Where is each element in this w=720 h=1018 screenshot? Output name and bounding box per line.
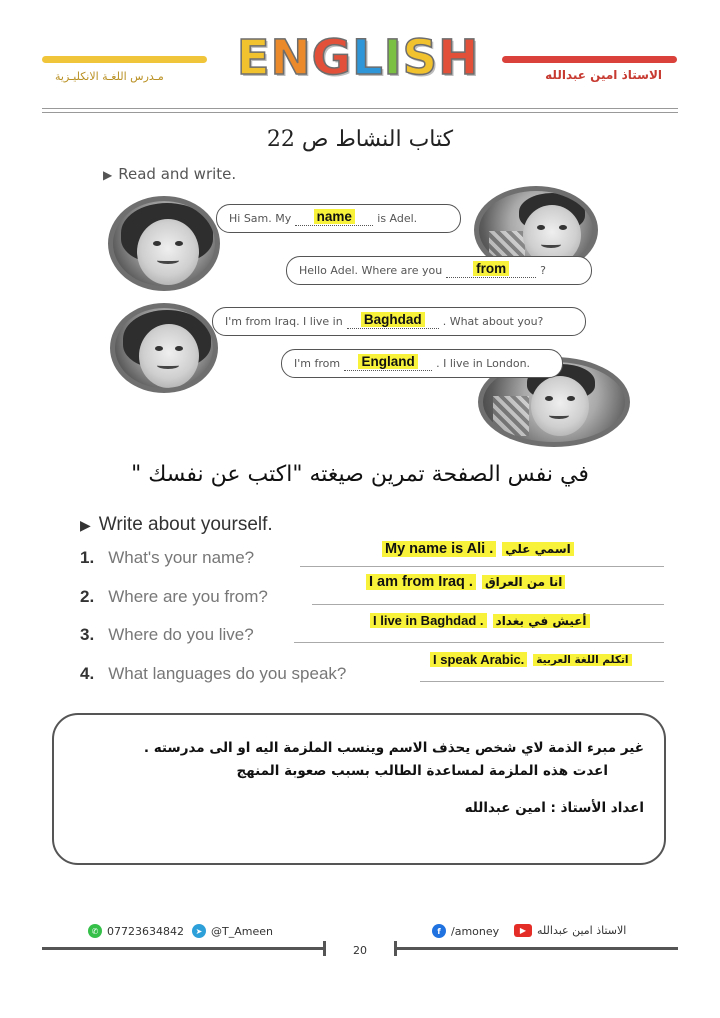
girl-photo-top bbox=[108, 196, 220, 291]
footer-youtube: ▶ الاستاذ امين عبدالله bbox=[514, 924, 626, 937]
speech-bubble: Hello Adel. Where are you from ? bbox=[286, 256, 592, 285]
header-right-bar bbox=[502, 56, 677, 63]
logo-letter: L bbox=[352, 30, 384, 86]
logo-letter: E bbox=[236, 30, 271, 86]
youtube-icon: ▶ bbox=[514, 924, 532, 937]
filled-answer: England bbox=[358, 354, 417, 369]
logo-letter: G bbox=[311, 30, 353, 86]
question-1: 1. What's your name? bbox=[80, 548, 255, 567]
answer-3: I live in Baghdad . أعيش في بغداد bbox=[370, 613, 590, 628]
prepared-by: اعداد الأستاذ : امين عبدالله bbox=[464, 800, 644, 816]
footer-tick bbox=[323, 941, 326, 956]
triangle-bullet-icon: ▶ bbox=[80, 517, 91, 533]
telegram-icon: ➤ bbox=[192, 924, 206, 938]
answer-line bbox=[300, 566, 664, 567]
read-write-heading bbox=[103, 165, 236, 183]
footer-telegram: ➤ @T_Ameen bbox=[192, 924, 273, 938]
header-teacher-name: الاستاذ امين عبدالله bbox=[545, 68, 662, 82]
filled-answer: from bbox=[473, 261, 509, 276]
triangle-bullet-icon: ▶ bbox=[103, 168, 113, 182]
activity-book-title: كتاب النشاط ص 22 bbox=[266, 127, 454, 152]
english-logo bbox=[218, 30, 498, 86]
answer-line bbox=[312, 604, 664, 605]
logo-letter: I bbox=[383, 30, 403, 86]
answer-1: My name is Ali . اسمي علي bbox=[382, 541, 574, 557]
answer-2: I am from Iraq . انا من العراق bbox=[366, 574, 565, 590]
page-number: 20 bbox=[353, 944, 367, 957]
answer-line bbox=[420, 681, 664, 682]
filled-answer: Baghdad bbox=[361, 312, 425, 327]
question-3: 3. Where do you live? bbox=[80, 625, 254, 644]
logo-letter: S bbox=[402, 30, 439, 86]
question-4: 4. What languages do you speak? bbox=[80, 664, 347, 683]
facebook-icon: f bbox=[432, 924, 446, 938]
footer-line-left bbox=[42, 947, 326, 950]
filled-answer: name bbox=[314, 209, 355, 224]
disclaimer-line: اعدت هذه الملزمة لمساعدة الطالب بسبب صعوبة المنهج bbox=[236, 763, 608, 779]
whatsapp-icon: ✆ bbox=[88, 924, 102, 938]
header-teacher-subject: مـدرس اللغـة الانكليـزية bbox=[55, 70, 164, 83]
speech-bubble: I'm from England . I live in London. bbox=[281, 349, 563, 378]
logo-letter: N bbox=[270, 30, 312, 86]
header-divider bbox=[42, 108, 678, 109]
arabic-instruction: في نفس الصفحة تمرين صيغته "اكتب عن نفسك " bbox=[131, 462, 589, 487]
header-divider bbox=[42, 112, 678, 113]
speech-bubble: Hi Sam. My name is Adel. bbox=[216, 204, 461, 233]
answer-4: I speak Arabic. اتكلم اللغة العربية bbox=[430, 652, 632, 667]
disclaimer-line: غير مبرء الذمة لاي شخص يحذف الاسم وينسب الملزمة اليه او الى مدرسته . bbox=[143, 740, 644, 756]
footer-facebook: f /amoney bbox=[432, 924, 499, 938]
disclaimer-box bbox=[52, 713, 666, 865]
answer-line bbox=[294, 642, 664, 643]
speech-bubble: I'm from Iraq. I live in Baghdad . What about you? bbox=[212, 307, 586, 336]
footer-tick bbox=[394, 941, 397, 956]
question-2: 2. Where are you from? bbox=[80, 587, 268, 606]
footer-line-right bbox=[394, 947, 678, 950]
write-about-heading bbox=[80, 514, 273, 536]
read-write-heading-text: Read and write. bbox=[118, 165, 237, 183]
girl-photo-bottom bbox=[110, 303, 218, 393]
footer-phone: ✆ 07723634842 bbox=[88, 924, 184, 938]
logo-letter: H bbox=[438, 30, 480, 86]
write-about-heading-text: Write about yourself. bbox=[98, 514, 273, 535]
header-left-bar bbox=[42, 56, 207, 63]
